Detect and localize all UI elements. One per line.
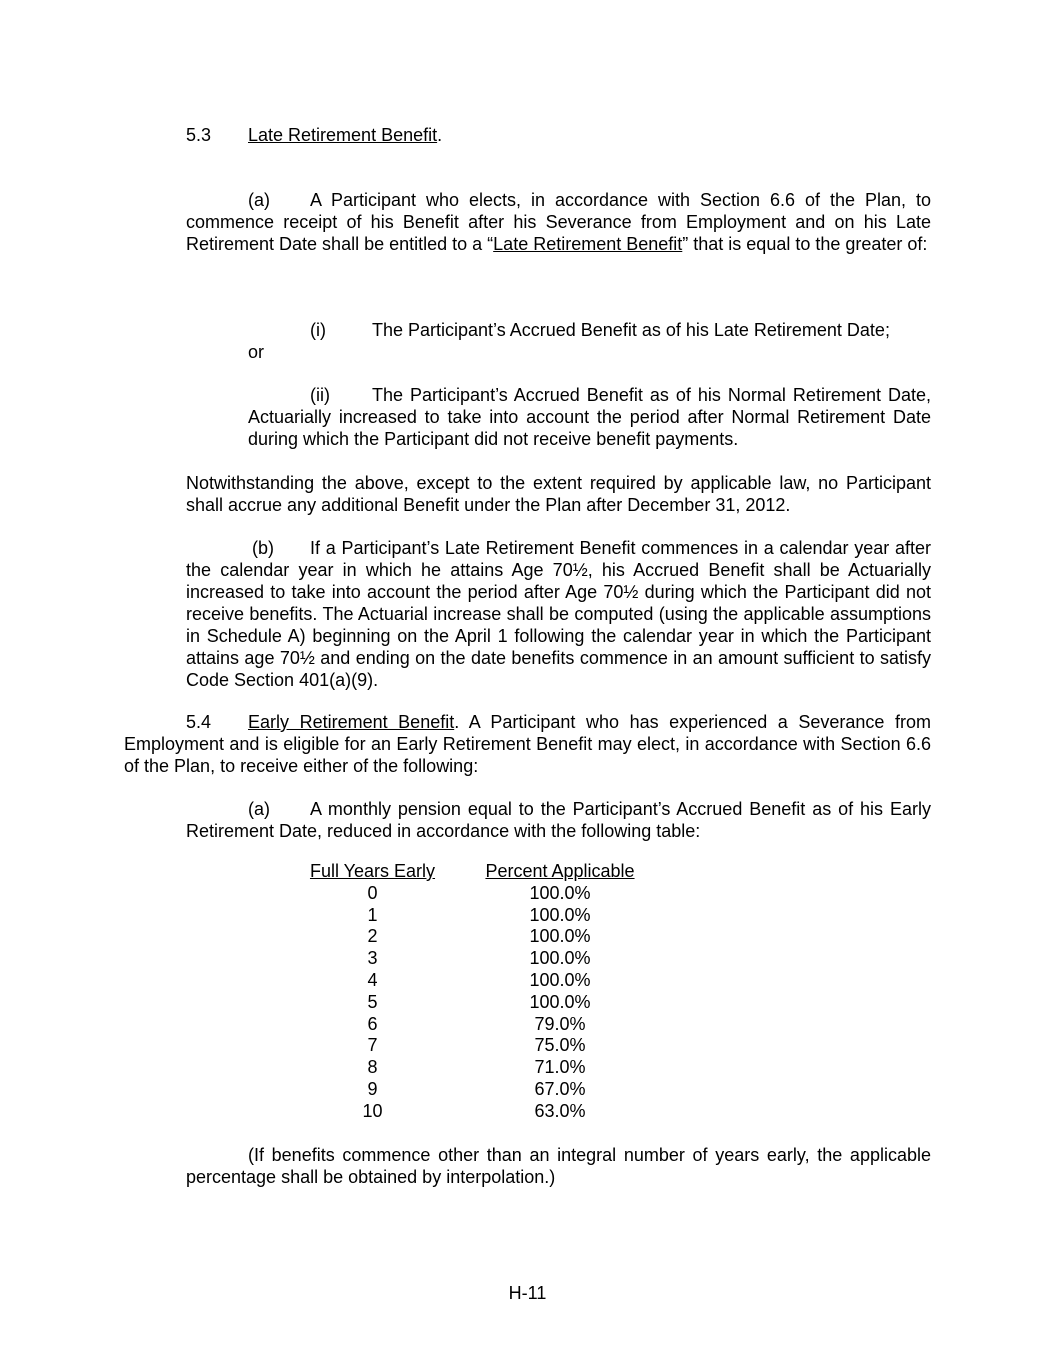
years-cell: 9: [367, 1078, 378, 1099]
section-5-3-number: 5.3: [186, 125, 212, 145]
section-5-4-title: Early Retirement Benefit: [248, 712, 455, 732]
section-5-4-a-text: A monthly pension equal to the Participant’s Accrued Benefit as of his Early Retirement Date, reduced in accordance with the following table:: [186, 799, 931, 841]
table-row: [300, 1101, 640, 1123]
interpolation-note: (If benefits commence other than an integral number of years early, the applicable percentage shall be obtained by interpolation.): [186, 1145, 931, 1187]
clause-ii-text: The Participant’s Accrued Benefit as of his Normal Retirement Date, Actuarially increased to take into account the period after Normal Retirement Date during which the Participant did not receive benefit payments.: [248, 385, 931, 449]
early-retirement-reduction-table: [300, 861, 640, 1123]
table-row: [300, 992, 640, 1014]
percent-cell: 71.0%: [534, 1057, 586, 1078]
table-header-row: [300, 861, 640, 883]
years-cell: 10: [362, 1100, 383, 1121]
section-5-4-a-label: (a): [248, 799, 270, 819]
percent-cell: 100.0%: [529, 969, 591, 990]
table-row: [300, 1035, 640, 1057]
years-cell: 0: [367, 882, 378, 903]
table-row: [300, 1057, 640, 1079]
full-years-early-header: Full Years Early: [309, 861, 436, 881]
section-5-3-a-text-2: ” that is equal to the greater of:: [682, 234, 928, 254]
years-cell: 7: [367, 1035, 378, 1056]
table-row: [300, 1014, 640, 1036]
percent-cell: 63.0%: [534, 1100, 586, 1121]
percent-applicable-header: Percent Applicable: [485, 861, 635, 881]
section-5-3-a-paragraph: [186, 189, 931, 255]
percent-cell: 79.0%: [534, 1013, 586, 1034]
clause-ii-label: (ii): [310, 385, 330, 405]
percent-cell: 100.0%: [529, 926, 591, 947]
section-5-4-a-paragraph: [186, 798, 931, 842]
section-5-3-b-label: (b): [252, 538, 274, 558]
percent-cell: 100.0%: [529, 904, 591, 925]
section-5-4-paragraph: [124, 711, 931, 777]
section-5-4-number: 5.4: [186, 712, 212, 732]
percent-cell: 100.0%: [529, 882, 591, 903]
years-cell: 3: [367, 948, 378, 969]
percent-cell: 75.0%: [534, 1035, 586, 1056]
late-retirement-benefit-term: Late Retirement Benefit: [493, 234, 683, 254]
section-5-3-heading: [186, 124, 442, 146]
section-5-3-b-paragraph: [186, 537, 931, 691]
table-row: [300, 883, 640, 905]
table-row: [300, 970, 640, 992]
clause-i-text: The Participant’s Accrued Benefit as of his Late Retirement Date;: [372, 320, 890, 340]
table-row: [300, 926, 640, 948]
clause-i-label: (i): [310, 320, 326, 340]
years-cell: 6: [367, 1013, 378, 1034]
clause-i-paragraph: [248, 319, 931, 341]
header-cell: [300, 861, 445, 883]
clause-ii-paragraph: [248, 384, 931, 450]
years-cell: 5: [367, 991, 378, 1012]
section-5-3-b-text: If a Participant’s Late Retirement Benefit commences in a calendar year after the calendar year in which he attains Age 70½, his Accrued Benefit shall be Actuarially increased to take into account the period after Age 70½ during which the Participant did not receive benefits. The Actuarial increase shall be computed (using the applicable assumptions in Schedule A) beginning on the April 1 following the calendar year in which the Participant attains age 70½ and ending on the date benefits commence in an amount sufficient to satisfy Code Section 401(a)(9).: [186, 538, 931, 690]
table-row: [300, 948, 640, 970]
page-number: H-11: [508, 1283, 547, 1303]
section-5-3-a-text-1: A Participant who elects, in accordance with Section 6.6 of the Plan, to commence receipt of his Benefit after his Severance from Employment and on his Late Retirement Date shall be entitled to a “: [186, 190, 931, 254]
section-5-3-a-label: (a): [248, 190, 270, 210]
section-5-4-intro: . A Participant who has experienced a Severance from Employment and is eligible for an Early Retirement Benefit may elect, in accordance with Section 6.6 of the Plan, to receive either of the following:: [124, 712, 931, 776]
header-cell: [480, 861, 640, 883]
years-cell: 8: [367, 1057, 378, 1078]
or-connector: or: [248, 342, 265, 362]
section-5-3-title-suffix: .: [437, 125, 443, 145]
years-cell: 1: [367, 904, 378, 925]
percent-cell: 100.0%: [529, 991, 591, 1012]
years-cell: 2: [367, 926, 378, 947]
section-5-3-title: Late Retirement Benefit: [248, 125, 438, 145]
table-row: [300, 1079, 640, 1101]
years-cell: 4: [367, 969, 378, 990]
percent-cell: 100.0%: [529, 948, 591, 969]
table-row: [300, 905, 640, 927]
notwithstanding-paragraph: Notwithstanding the above, except to the extent required by applicable law, no Participant shall accrue any additional Benefit under the Plan after December 31, 2012.: [186, 473, 931, 515]
percent-cell: 67.0%: [534, 1078, 586, 1099]
